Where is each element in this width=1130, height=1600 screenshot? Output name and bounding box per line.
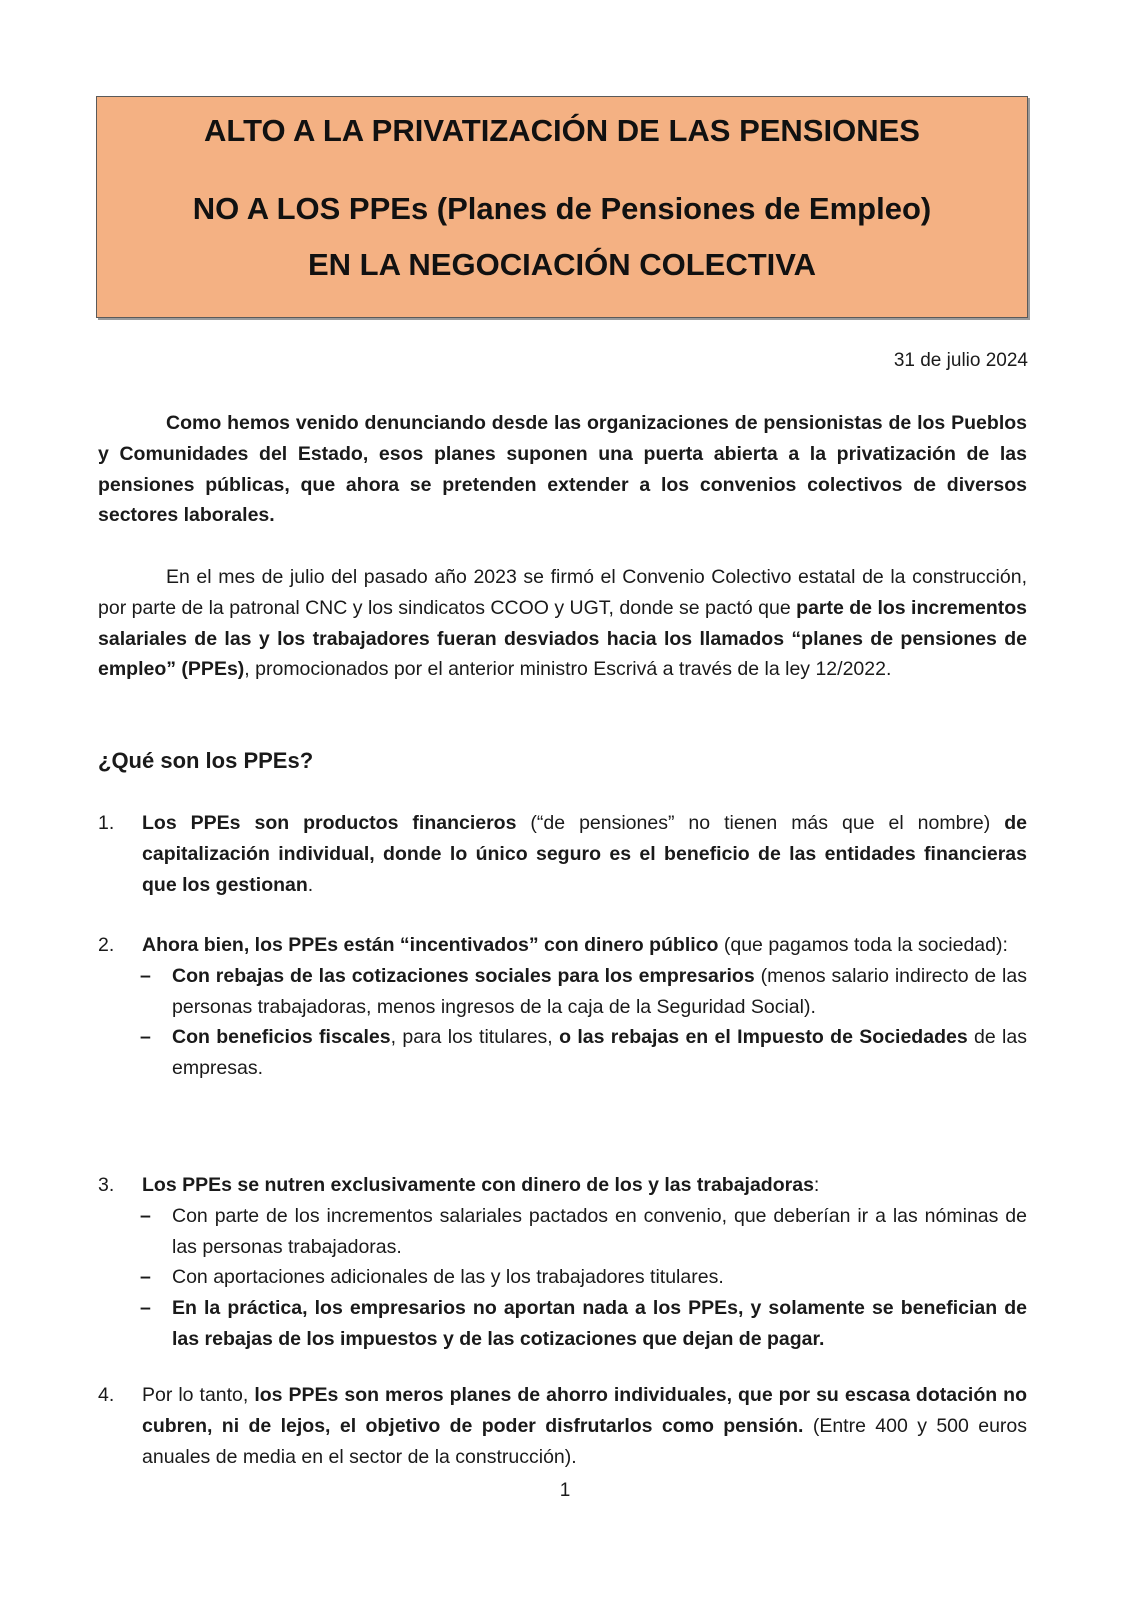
title-line-1: ALTO A LA PRIVATIZACIÓN DE LAS PENSIONES <box>204 113 920 148</box>
title-line-2: NO A LOS PPEs (Planes de Pensiones de Empleo) <box>192 191 932 226</box>
sub-item <box>140 1293 1027 1355</box>
sub-item <box>140 1262 1027 1293</box>
plain-text: Por lo tanto, <box>142 1384 255 1406</box>
plain-text: . <box>307 873 314 896</box>
list-item-text <box>142 1380 1027 1472</box>
sub-item <box>140 1201 1027 1263</box>
list-item-text <box>142 1170 1027 1201</box>
list-item-4 <box>98 1380 1027 1472</box>
dash-bullet: – <box>140 1026 151 1049</box>
dash-bullet: – <box>140 1204 151 1227</box>
bold-text: Con rebajas de las cotizaciones sociales para los empresarios <box>172 964 755 987</box>
title-line-3: EN LA NEGOCIACIÓN COLECTIVA <box>307 247 817 282</box>
bold-text: los PPEs son meros planes de ahorro individuales, que por su escasa dotación no cubren, ni de lejos, el objetivo de poder disfrutarlos como pensión. <box>142 1384 1027 1437</box>
plain-text: (que pagamos toda la sociedad): <box>718 934 1008 956</box>
page-number: 1 <box>559 1480 571 1501</box>
list-item-2 <box>98 930 1027 1084</box>
plain-text: (“de pensiones” no tienen más que el nombre) <box>516 812 1005 834</box>
plain-text: Con aportaciones adicionales de las y los trabajadores titulares. <box>172 1266 724 1289</box>
dash-bullet: – <box>140 1297 151 1320</box>
list-number: 4. <box>98 1384 115 1406</box>
plain-text: (Entre 400 y 500 euros anuales de media en el sector de la construcción). <box>142 1414 1027 1468</box>
sub-item <box>140 1022 1027 1084</box>
list-number: 2. <box>98 934 115 956</box>
bold-text: Ahora bien, los PPEs están “incentivados” con dinero público <box>142 934 719 956</box>
list-item-3 <box>98 1170 1027 1355</box>
document-date: 31 de julio 2024 <box>893 350 1028 371</box>
intro-paragraph <box>98 408 1027 531</box>
bold-text: En la práctica, los empresarios no aportan nada a los PPEs, y solamente se benefician de las rebajas de los impuestos y de las cotizaciones que dejan de pagar. <box>172 1297 1027 1350</box>
sub-item <box>140 961 1027 1023</box>
list-item-1 <box>98 808 1027 900</box>
list-number: 3. <box>98 1174 115 1196</box>
bold-text: de capitalización individual, donde lo único seguro es el beneficio de las entidades financieras que los gestionan <box>142 812 1027 896</box>
plain-text: , para los titulares, <box>390 1026 560 1049</box>
section-heading: ¿Qué son los PPEs? <box>98 748 314 773</box>
plain-text: de las empresas. <box>172 1026 1027 1080</box>
plain-text: : <box>813 1174 820 1196</box>
plain-text: (menos salario indirecto de las personas trabajadoras, menos ingresos de la caja de la Seguridad Social). <box>172 964 1027 1018</box>
dash-bullet: – <box>140 1266 151 1289</box>
list-item-text <box>142 930 1027 961</box>
plain-text: Con parte de los incrementos salariales pactados en convenio, que deberían ir a las nóminas de las personas trabajadoras. <box>172 1204 1027 1258</box>
context-text-bold: parte de los incrementos salariales de las y los trabajadores fueran desviados hacia los llamados “planes de pensiones de empleo” (PPEs) <box>98 596 1028 681</box>
bold-text: Con beneficios fiscales <box>172 1026 391 1049</box>
intro-text: Como hemos venido denunciando desde las organizaciones de pensionistas de los Pueblos y Comunidades del Estado, esos planes suponen una puerta abierta a la privatización de las pensiones públicas, que ahora se pretenden extender a los convenios colectivos de diversos sectores laborales. <box>98 412 1027 527</box>
bold-text: Los PPEs se nutren exclusivamente con dinero de los y las trabajadoras <box>142 1174 814 1196</box>
context-text-2: , promocionados por el anterior ministro Escrivá a través de la ley 12/2022. <box>244 658 892 681</box>
dash-bullet: – <box>140 964 151 987</box>
context-paragraph <box>98 562 1027 685</box>
context-text-1: En el mes de julio del pasado año 2023 se firmó el Convenio Colectivo estatal de la construcción, por parte de la patronal CNC y los sindicatos CCOO y UGT, donde se pactó que <box>98 566 1027 619</box>
list-number: 1. <box>98 812 115 834</box>
bold-text: o las rebajas en el Impuesto de Sociedades <box>559 1026 968 1049</box>
list-item-text <box>142 808 1027 900</box>
title-box <box>96 96 1028 318</box>
bold-text: Los PPEs son productos financieros <box>142 812 517 834</box>
